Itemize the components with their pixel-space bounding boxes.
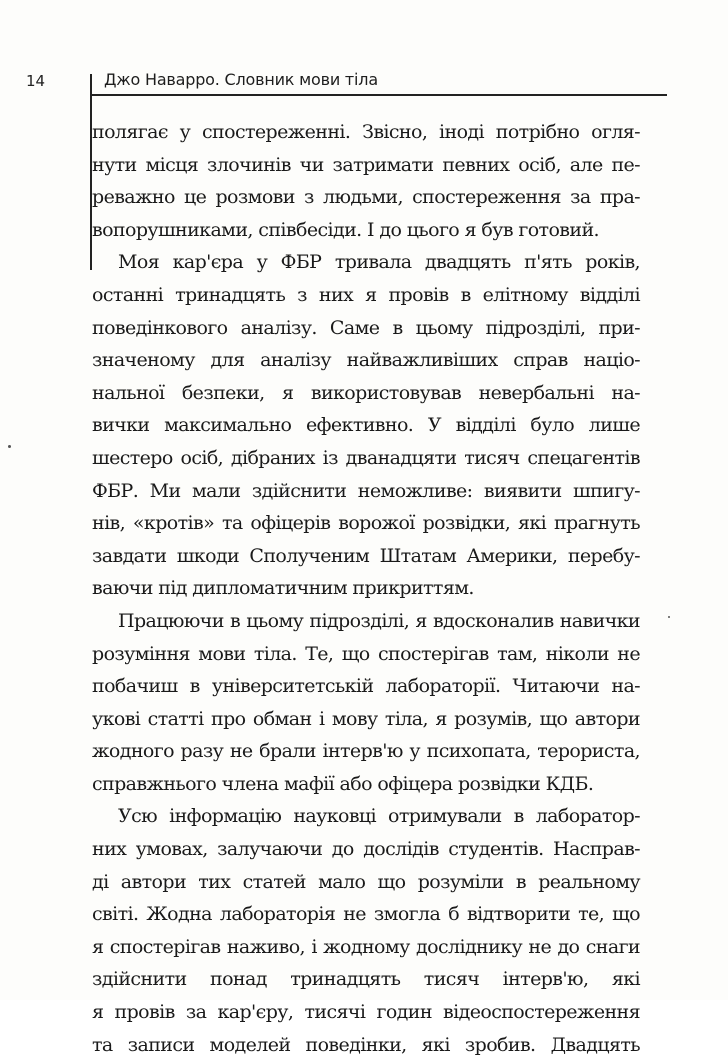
text-line: нути місця злочинів чи затримати певних осіб, але пе- [92,153,640,176]
text-line: Моя кар'єра у ФБР тривала двадцять п'ять років, [118,251,640,274]
text-line: поведінкового аналізу. Саме в цьому підрозділі, при- [92,316,640,339]
text-line: вички максимально ефективно. У відділі було лише [92,414,640,437]
text-line: вопорушниками, співбесіди. І до цього я був готовий. [92,218,599,241]
header-horizontal-rule [90,94,667,96]
text-line: реважно це розмови з людьми, спостереження за пра- [92,186,640,209]
text-line: жодного разу не брали інтерв'ю у психопата, терориста, [92,740,640,763]
running-head: Джо Наварро. Словник мови тіла [104,70,378,89]
text-line: розуміння мови тіла. Те, що спостерігав там, ніколи не [92,642,640,665]
text-line: я спостерігав наживо, і жодному досліднику не до снаги [92,935,640,958]
text-line: Працюючи в цьому підрозділі, я вдосконалив навички [118,609,640,632]
text-line: справжнього члена мафії або офіцера розвідки КДБ. [92,772,594,795]
text-line: нальної безпеки, я використовував невербальні на- [92,381,640,404]
text-line: останні тринадцять з них я провів в елітному відділі [92,283,640,306]
text-line: та записи моделей поведінки, які зробив. Двадцять [92,1033,640,1056]
text-line: побачиш в університетській лабораторії. Читаючи на- [92,675,640,698]
page-header [26,66,640,94]
text-line: ваючи під дипломатичним прикриттям. [92,577,474,600]
scan-speck [8,445,11,448]
text-line: світі. Жодна лабораторія не змогла б відтворити те, що [92,903,640,926]
text-line: значеному для аналізу найважливіших справ націо- [92,349,640,372]
text-line: завдати шкоди Сполученим Штатам Америки, перебу- [92,544,640,567]
text-line: ФБР. Ми мали здійснити неможливе: виявити шпигу- [92,479,640,502]
body-text [92,116,640,1061]
text-line: Усю інформацію науковці отримували в лаборатор- [118,805,640,828]
page-number: 14 [26,72,46,90]
text-line: ді автори тих статей мало що розуміли в реальному [92,870,640,893]
text-line: здійснити понад тринадцять тисяч інтерв'ю, які [92,968,640,991]
scan-speck [668,616,670,618]
text-line: я провів за кар'єру, тисячі годин відеоспостереження [92,1001,640,1024]
text-line: полягає у спостереженні. Звісно, іноді потрібно огля- [92,121,640,143]
text-line: шестеро осіб, дібраних із дванадцяти тисяч спецагентів [92,446,640,469]
text-line: них умовах, залучаючи до дослідів студентів. Насправ- [92,838,640,861]
text-line: нів, «кротів» та офіцерів ворожої розвідки, які прагнуть [92,512,640,535]
text-line: укові статті про обман і мову тіла, я розумів, що автори [92,707,640,730]
